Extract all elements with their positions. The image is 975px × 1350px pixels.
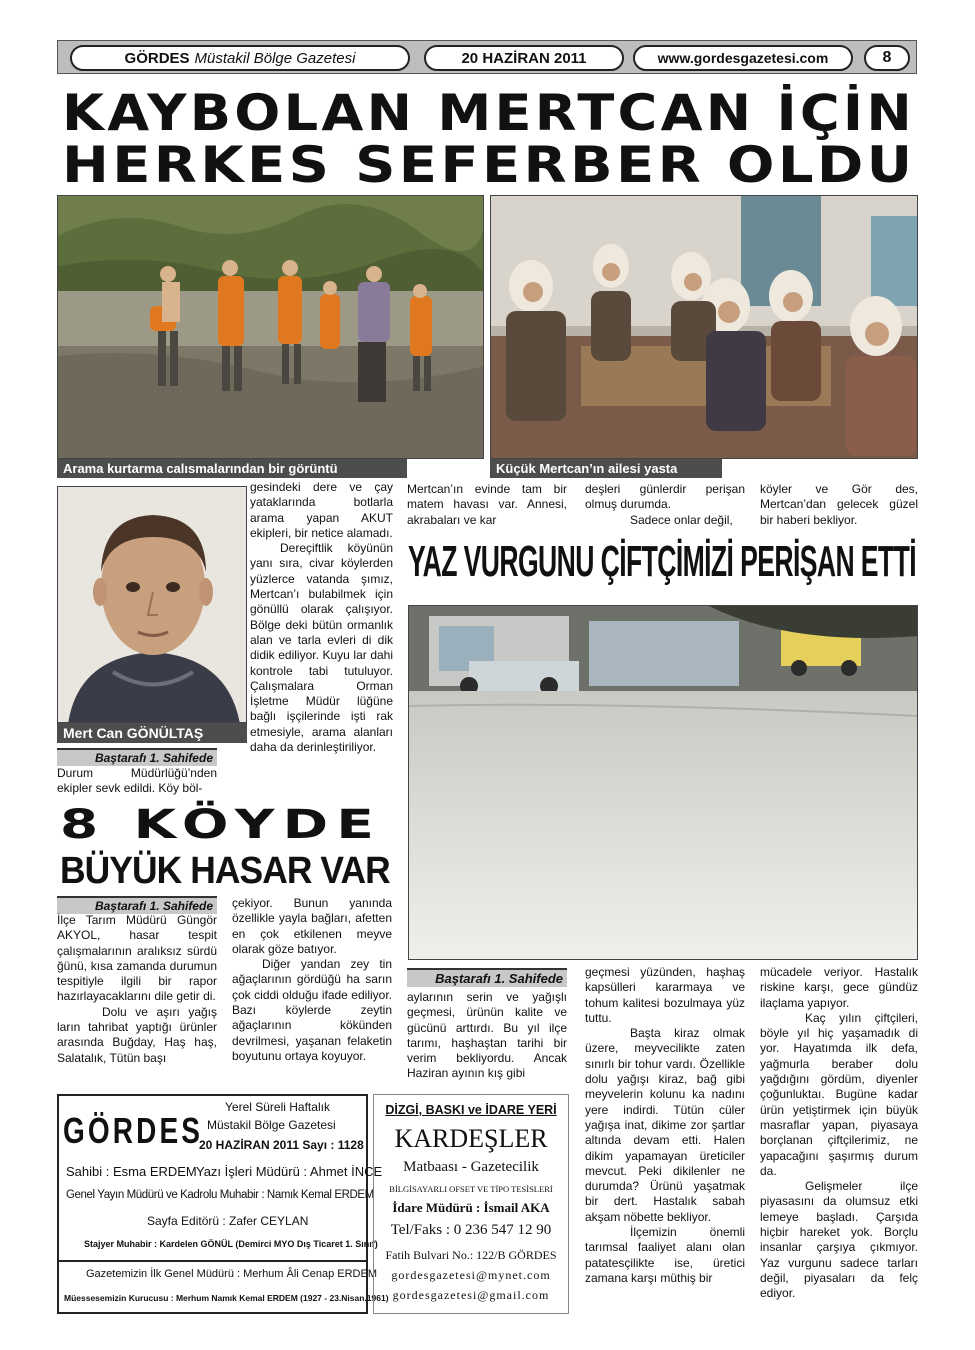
imprint-founder: Müessesemizin Kurucusu : Merhum Namık Kemal ERDEM (1927 - 23.Nisan.1961) — [64, 1293, 389, 1303]
damage-headline-line2: BÜYÜK HASAR VAR — [60, 850, 390, 892]
lead-col4-paragraph2: Sadece onlar değil, — [630, 512, 733, 527]
print-house-address: Fatih Bulvari No.: 122/B GÖRDES — [385, 1248, 557, 1262]
lead-col4-paragraph1: deşleri günlerdir perişan olmuş durumda. — [585, 482, 745, 512]
boy-portrait-image — [58, 487, 247, 723]
imprint-issue: 20 HAZİRAN 2011 Sayı : 1128 — [199, 1138, 364, 1152]
print-house-email1[interactable]: gordesgazetesi@mynet.com — [391, 1268, 551, 1282]
lead-text-column4 — [585, 482, 745, 528]
print-house-subtitle: Matbaası - Gazetecilik — [403, 1159, 539, 1175]
damage-col2-paragraph1: çekiyor. Bunun yanında özellikle yayla bağları, afetten en çok etkilenen meyve olarak göze batıyor. — [232, 896, 392, 956]
print-house-email2[interactable]: gordesgazetesi@gmail.com — [392, 1288, 550, 1302]
hail-photo — [408, 605, 918, 960]
rescue-scene-image — [58, 196, 484, 459]
damage-col1-paragraph2: Dolu ve aşırı yağış ların tahribat yaptığı ürünler arasında Buğday, Haş haş, Salatalık, Tütün başı — [57, 1004, 217, 1065]
hail-col3-paragraph2: Kaç yılın çiftçileri, böyle yıl hiç yaşamadık di yor. Hayatımda ilk defa, yağmurla beraber dolu yağdığını gördüm, diyenler çoğunluktaı. Bugüne kadar ürün yetiştirmek için büyük masraflar yapan, piyasaya borçlanan çiftçilerimiz, ne yapacağını şaşırmış durum da. — [760, 1010, 918, 1178]
lead-col2-paragraph1: gesindeki dere ve çay yataklarında botlarla arama yapan AKUT ekipleri, bir netice alamadı. — [250, 480, 393, 540]
family-photo — [490, 195, 918, 459]
hail-text-column3 — [760, 965, 918, 1302]
hail-headline: YAZ VURGUNU ÇİFTÇİMİZİ PERİŞAN ETTİ — [408, 537, 916, 586]
lead-headline-line2: HERKES SEFERBER OLDU — [62, 136, 916, 194]
family-scene-image — [491, 196, 918, 459]
paper-subtitle: Müstakil Bölge Gazetesi — [194, 49, 356, 67]
hail-covered-road-image — [409, 606, 918, 960]
hail-col3-paragraph1: mücadele veriyor. Hastalık riskine karşı, gece gündüz ilaçlama yapıyor. — [760, 965, 918, 1010]
imprint-header — [59, 1098, 366, 1158]
rescue-photo — [57, 195, 484, 459]
hail-text-column1: aylarının serin ve yağışlı geçmesi, ürünün kalite ve gücünü arttırdı. Bu yıl ilçe tarımı, haşhaştan tarihi bir verim bekliyordu. Ancak Haziran ayının kış gibi — [407, 990, 567, 1081]
lead-continued-label: Baştarafı 1. Sahifede — [57, 748, 217, 766]
lead-text-column3: Mertcan’ın evinde tam bir matem havası var. Annesi, akrabaları ve kar — [407, 482, 567, 527]
hail-text-column2 — [585, 965, 745, 1286]
page-number: 8 — [864, 45, 910, 71]
imprint-paper-name: GÖRDES — [63, 1110, 204, 1151]
print-house-name: KARDEŞLER — [394, 1124, 548, 1153]
print-house-title: DİZGİ, BASKI ve İDARE YERİ — [385, 1103, 557, 1117]
imprint-owner: Sahibi : Esma ERDEM — [66, 1164, 197, 1179]
imprint-first-director: Gazetemizin İlk Genel Müdürü : Merhum Âli Cenap ERDEM — [86, 1268, 377, 1280]
masthead-date: 20 HAZİRAN 2011 — [424, 45, 624, 71]
damage-col2-paragraph2: Diğer yandan zey tin ağaçlarının gördüğü ha sarın çok ciddi olduğu ifade ediliyor. Bazı köylerde zeytin ağaçlarının kökünden devrilmesi, yaşanan felaketin boyutunu ortaya koyuyor. — [232, 957, 392, 1063]
imprint-editor: Yazı İşleri Müdürü : Ahmet İNCE — [196, 1164, 383, 1179]
damage-continued-label: Baştarafı 1. Sahifede — [57, 896, 217, 914]
hail-col2-paragraph2: Başta kiraz olmak üzere, meyvecilikte zaten sınırlı bir tohur vardı. Özellikle dolu yağışı kiraz, bağ gibi meyvelerin kolunu ka nadını yere indirdi. Tütün cüler yağışa inat, dikime zor şartlar altında devam etti. Halen dikim yapamayan üreticiler mevcut. Peki dikilenler ne durumda? Ürünü yaşatmak bir dert. Hastalık sabah akşam nöbette bekliyor. — [585, 1026, 745, 1224]
imprint-intern: Stajyer Muhabir : Kardelen GÖNÜL (Demirci MYO Dış Ticaret 1. Sınıf) — [84, 1239, 378, 1249]
masthead-paper-name — [70, 45, 410, 71]
hail-col3-paragraph3: Gelişmeler ilçe piyasasını da olumsuz etki lemeye başladı. Çarşıda hiçbir hareket yok. Borçlu insanlar çarşıya çıkmıyor. Yaz vurgunu sadece tarları değil, piyasaları da felç ediyor. — [760, 1179, 918, 1301]
lead-col2-paragraph2: Dereçiftlik köyünün yanı sıra, civar köylerden yüzlerce vatanda şımız, Mertcan’ı bulabilmek için gönüllü olarak çalışıyor. Bölge deki bütün ormanlık alan ve tarla evleri di dik didik ediliyor. Kuyu lar dahi kontrole tabi tutuluyor. Çalışmalara Orman İşletme Müdür lüğüne bağlı işçilerinde işti rak etmesiyle, arama alanları daha da derinleştiriliyor. — [250, 541, 393, 755]
portrait-caption: Mert Can GÖNÜLTAŞ — [57, 723, 247, 743]
rescue-photo-caption: Arama kurtarma calısmalarından bir görüntü — [57, 459, 407, 478]
damage-text-column2 — [232, 896, 392, 1064]
lead-text-left: Durum Müdürlüğü’nden ekipler sevk edildi. Köy böl- — [57, 766, 217, 796]
imprint-type-line1: Yerel Süreli Haftalık — [225, 1100, 330, 1114]
lead-text-column5: köyler ve Gör des, Mertcan’dan gelecek güzel bir haberi bekliyor. — [760, 482, 918, 527]
print-house-services: BİLGİSAYARLI OFSET VE TİPO TESİSLERİ — [389, 1184, 553, 1194]
lead-text-column2 — [230, 480, 393, 755]
imprint-type-line2: Müstakil Bölge Gazetesi — [207, 1118, 336, 1132]
print-house-phone: Tel/Faks : 0 236 547 12 90 — [390, 1222, 552, 1238]
paper-name: GÖRDES — [124, 49, 190, 67]
print-house-manager: İdare Müdürü : İsmail AKA — [392, 1200, 550, 1215]
hail-col2-paragraph1: geçmesi yüzünden, haşhaş kapsülleri kararmaya ve tohum kalitesi bozulmaya yüz tuttu. — [585, 965, 745, 1025]
damage-headline-line1: 8 KÖYDE — [60, 802, 383, 848]
family-photo-caption: Küçük Mertcan’ın ailesi yasta — [490, 459, 722, 478]
imprint-page-editor: Sayfa Editörü : Zafer CEYLAN — [147, 1214, 309, 1228]
hail-col2-paragraph3: İlçemizin önemli tarımsal faaliyet alanı olan patatesçilikte ise, üretici zamana karşı müthiş bir — [585, 1225, 745, 1285]
masthead-website[interactable]: www.gordesgazetesi.com — [633, 45, 853, 71]
hail-continued-label: Baştarafı 1. Sahifede — [407, 968, 567, 987]
damage-text-column1 — [57, 913, 217, 1066]
portrait-photo — [57, 486, 247, 723]
imprint-divider — [59, 1260, 366, 1262]
imprint-publisher: Genel Yayın Müdürü ve Kadrolu Muhabir : Namık Kemal ERDEM — [66, 1189, 374, 1201]
damage-col1-paragraph1: İlçe Tarım Müdürü Güngör AKYOL, hasar tespit çalışmalarının aralıksız sürdü ğünü, kısa zamanda durumun tespitiyle ilgili bir rapor hazırlayacaklarını dile getir di. — [57, 913, 217, 1004]
lead-headline-line1: KAYBOLAN MERTCAN İÇİN — [62, 84, 915, 142]
